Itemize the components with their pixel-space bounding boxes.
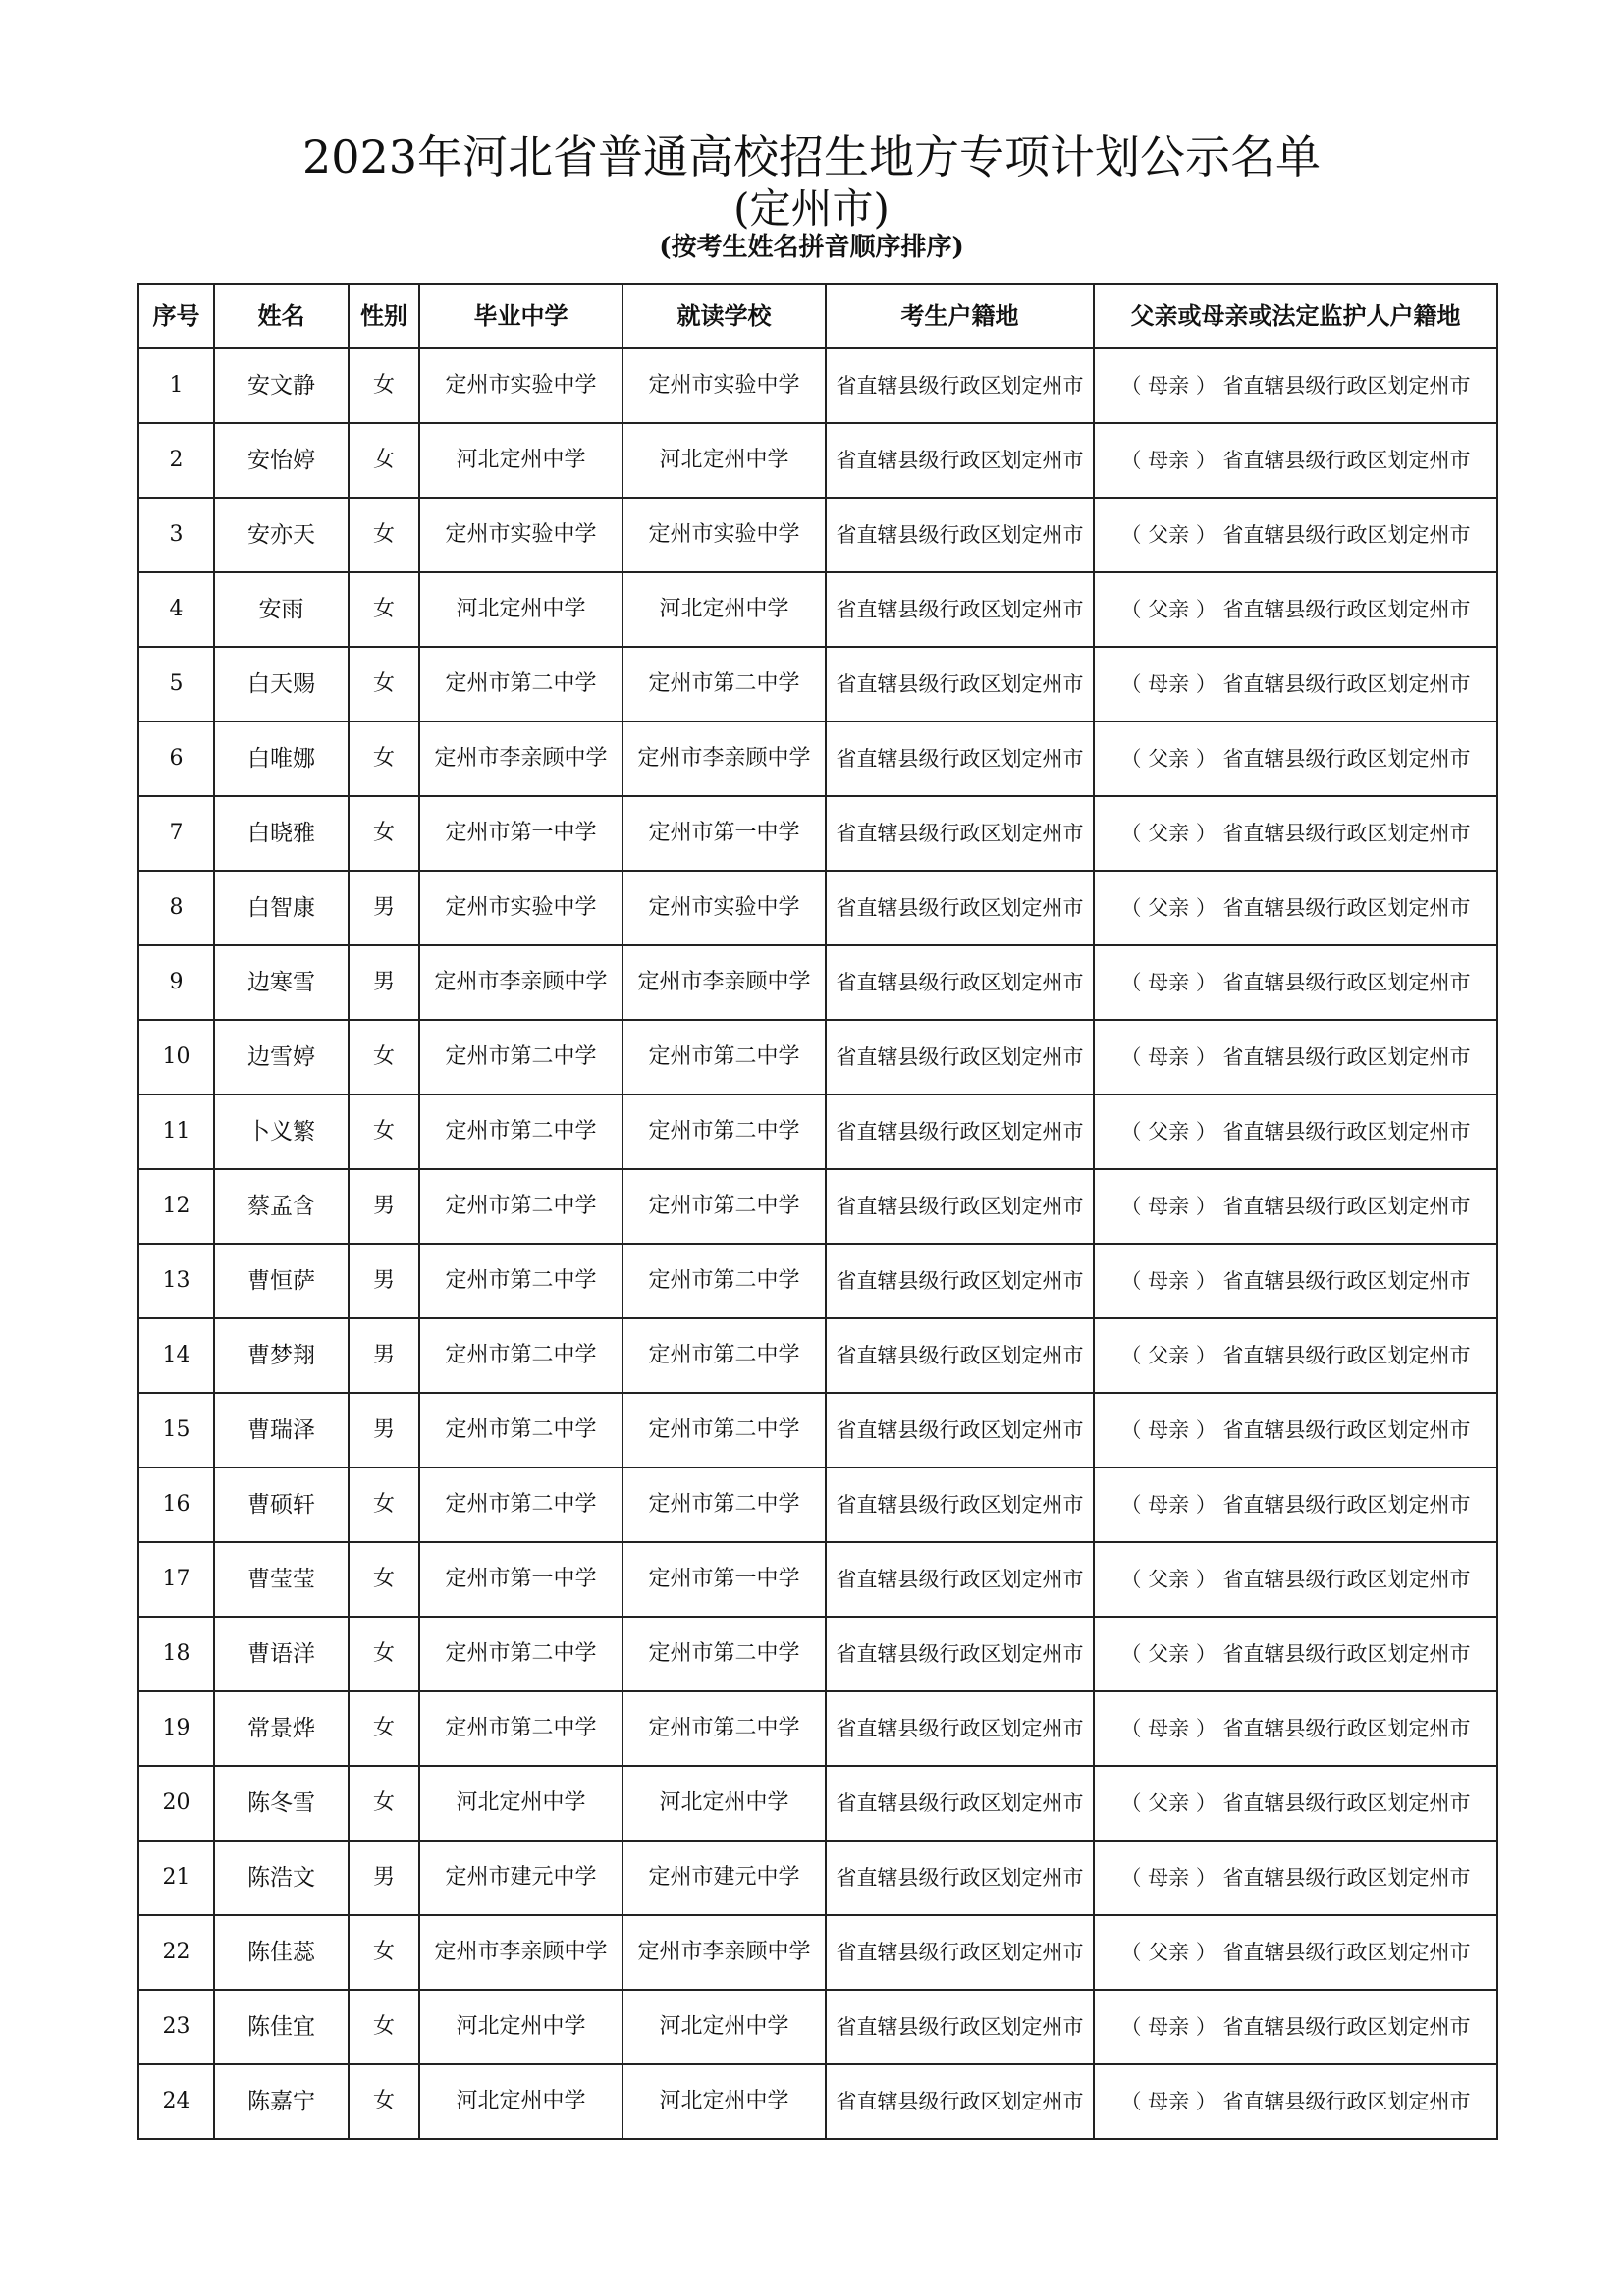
table-row bbox=[138, 1393, 1497, 1468]
name-cell: 白晓雅 bbox=[214, 796, 349, 871]
hukou-cell: 省直辖县级行政区划定州市 bbox=[826, 1691, 1094, 1766]
hukou-cell: 省直辖县级行政区划定州市 bbox=[826, 796, 1094, 871]
gender-cell: 男 bbox=[349, 1169, 419, 1244]
seq-cell: 20 bbox=[138, 1766, 214, 1841]
current-school-cell: 定州市第二中学 bbox=[622, 1318, 826, 1393]
grad-school-cell: 河北定州中学 bbox=[419, 1990, 622, 2064]
name-cell: 曹恒萨 bbox=[214, 1244, 349, 1318]
gender-cell: 男 bbox=[349, 871, 419, 945]
current-school-cell: 定州市建元中学 bbox=[622, 1841, 826, 1915]
current-school-cell: 定州市第二中学 bbox=[622, 1095, 826, 1169]
hukou-cell: 省直辖县级行政区划定州市 bbox=[826, 1020, 1094, 1095]
hukou-cell: 省直辖县级行政区划定州市 bbox=[826, 572, 1094, 647]
current-school-cell: 定州市实验中学 bbox=[622, 871, 826, 945]
seq-cell: 6 bbox=[138, 721, 214, 796]
hukou-cell: 省直辖县级行政区划定州市 bbox=[826, 423, 1094, 498]
parent-hukou-cell: （ 母亲 ） 省直辖县级行政区划定州市 bbox=[1094, 1393, 1497, 1468]
gender-cell: 男 bbox=[349, 1841, 419, 1915]
grad-school-cell: 定州市实验中学 bbox=[419, 871, 622, 945]
name-cell: 安雨 bbox=[214, 572, 349, 647]
grad-school-cell: 定州市第一中学 bbox=[419, 796, 622, 871]
hukou-cell: 省直辖县级行政区划定州市 bbox=[826, 1990, 1094, 2064]
gender-cell: 女 bbox=[349, 1617, 419, 1691]
current-school-cell: 河北定州中学 bbox=[622, 423, 826, 498]
column-header-hukou: 考生户籍地 bbox=[826, 284, 1094, 348]
name-cell: 陈浩文 bbox=[214, 1841, 349, 1915]
name-cell: 卜义繁 bbox=[214, 1095, 349, 1169]
seq-cell: 24 bbox=[138, 2064, 214, 2139]
table-row bbox=[138, 1169, 1497, 1244]
seq-cell: 4 bbox=[138, 572, 214, 647]
hukou-cell: 省直辖县级行政区划定州市 bbox=[826, 1169, 1094, 1244]
current-school-cell: 定州市第二中学 bbox=[622, 1020, 826, 1095]
grad-school-cell: 定州市李亲顾中学 bbox=[419, 721, 622, 796]
seq-cell: 5 bbox=[138, 647, 214, 721]
gender-cell: 女 bbox=[349, 1020, 419, 1095]
parent-hukou-cell: （ 母亲 ） 省直辖县级行政区划定州市 bbox=[1094, 1169, 1497, 1244]
table-row bbox=[138, 1244, 1497, 1318]
grad-school-cell: 定州市实验中学 bbox=[419, 348, 622, 423]
table-row bbox=[138, 1318, 1497, 1393]
table-row bbox=[138, 796, 1497, 871]
parent-hukou-cell: （ 母亲 ） 省直辖县级行政区划定州市 bbox=[1094, 1691, 1497, 1766]
grad-school-cell: 定州市第二中学 bbox=[419, 1095, 622, 1169]
parent-hukou-cell: （ 母亲 ） 省直辖县级行政区划定州市 bbox=[1094, 1468, 1497, 1542]
current-school-cell: 定州市第二中学 bbox=[622, 1691, 826, 1766]
name-cell: 白智康 bbox=[214, 871, 349, 945]
name-cell: 常景烨 bbox=[214, 1691, 349, 1766]
parent-hukou-cell: （ 父亲 ） 省直辖县级行政区划定州市 bbox=[1094, 1542, 1497, 1617]
grad-school-cell: 定州市第二中学 bbox=[419, 1020, 622, 1095]
seq-cell: 13 bbox=[138, 1244, 214, 1318]
seq-cell: 10 bbox=[138, 1020, 214, 1095]
table-row bbox=[138, 1990, 1497, 2064]
table-row bbox=[138, 647, 1497, 721]
seq-cell: 17 bbox=[138, 1542, 214, 1617]
parent-hukou-cell: （ 母亲 ） 省直辖县级行政区划定州市 bbox=[1094, 423, 1497, 498]
hukou-cell: 省直辖县级行政区划定州市 bbox=[826, 647, 1094, 721]
seq-cell: 2 bbox=[138, 423, 214, 498]
gender-cell: 女 bbox=[349, 423, 419, 498]
name-cell: 安亦天 bbox=[214, 498, 349, 572]
parent-hukou-cell: （ 父亲 ） 省直辖县级行政区划定州市 bbox=[1094, 721, 1497, 796]
current-school-cell: 定州市第二中学 bbox=[622, 647, 826, 721]
current-school-cell: 定州市第二中学 bbox=[622, 1244, 826, 1318]
table-row bbox=[138, 1468, 1497, 1542]
grad-school-cell: 定州市李亲顾中学 bbox=[419, 945, 622, 1020]
column-header-name: 姓名 bbox=[214, 284, 349, 348]
gender-cell: 男 bbox=[349, 945, 419, 1020]
current-school-cell: 河北定州中学 bbox=[622, 1990, 826, 2064]
current-school-cell: 河北定州中学 bbox=[622, 2064, 826, 2139]
current-school-cell: 定州市第二中学 bbox=[622, 1169, 826, 1244]
hukou-cell: 省直辖县级行政区划定州市 bbox=[826, 721, 1094, 796]
name-cell: 陈冬雪 bbox=[214, 1766, 349, 1841]
name-cell: 安文静 bbox=[214, 348, 349, 423]
table-row bbox=[138, 721, 1497, 796]
grad-school-cell: 定州市实验中学 bbox=[419, 498, 622, 572]
table-row bbox=[138, 1766, 1497, 1841]
table-row bbox=[138, 1841, 1497, 1915]
table-row bbox=[138, 2064, 1497, 2139]
hukou-cell: 省直辖县级行政区划定州市 bbox=[826, 1841, 1094, 1915]
name-cell: 边雪婷 bbox=[214, 1020, 349, 1095]
seq-cell: 12 bbox=[138, 1169, 214, 1244]
current-school-cell: 河北定州中学 bbox=[622, 572, 826, 647]
name-cell: 陈佳蕊 bbox=[214, 1915, 349, 1990]
current-school-cell: 定州市第二中学 bbox=[622, 1617, 826, 1691]
gender-cell: 女 bbox=[349, 796, 419, 871]
grad-school-cell: 定州市第二中学 bbox=[419, 1244, 622, 1318]
column-header-seq: 序号 bbox=[138, 284, 214, 348]
grad-school-cell: 定州市第二中学 bbox=[419, 647, 622, 721]
grad-school-cell: 定州市第二中学 bbox=[419, 1617, 622, 1691]
seq-cell: 19 bbox=[138, 1691, 214, 1766]
hukou-cell: 省直辖县级行政区划定州市 bbox=[826, 1468, 1094, 1542]
gender-cell: 男 bbox=[349, 1393, 419, 1468]
parent-hukou-cell: （ 父亲 ） 省直辖县级行政区划定州市 bbox=[1094, 871, 1497, 945]
current-school-cell: 定州市第一中学 bbox=[622, 1542, 826, 1617]
name-cell: 安怡婷 bbox=[214, 423, 349, 498]
table-row bbox=[138, 1020, 1497, 1095]
name-cell: 曹瑞泽 bbox=[214, 1393, 349, 1468]
gender-cell: 女 bbox=[349, 1691, 419, 1766]
gender-cell: 女 bbox=[349, 2064, 419, 2139]
name-cell: 白天赐 bbox=[214, 647, 349, 721]
hukou-cell: 省直辖县级行政区划定州市 bbox=[826, 348, 1094, 423]
grad-school-cell: 定州市第二中学 bbox=[419, 1393, 622, 1468]
seq-cell: 22 bbox=[138, 1915, 214, 1990]
parent-hukou-cell: （ 母亲 ） 省直辖县级行政区划定州市 bbox=[1094, 945, 1497, 1020]
gender-cell: 女 bbox=[349, 721, 419, 796]
column-header-gender: 性别 bbox=[349, 284, 419, 348]
hukou-cell: 省直辖县级行政区划定州市 bbox=[826, 1244, 1094, 1318]
parent-hukou-cell: （ 父亲 ） 省直辖县级行政区划定州市 bbox=[1094, 1915, 1497, 1990]
table-row bbox=[138, 348, 1497, 423]
seq-cell: 8 bbox=[138, 871, 214, 945]
table-row bbox=[138, 945, 1497, 1020]
gender-cell: 女 bbox=[349, 498, 419, 572]
table-row bbox=[138, 572, 1497, 647]
parent-hukou-cell: （ 父亲 ） 省直辖县级行政区划定州市 bbox=[1094, 1318, 1497, 1393]
grad-school-cell: 河北定州中学 bbox=[419, 1766, 622, 1841]
seq-cell: 14 bbox=[138, 1318, 214, 1393]
name-cell: 白唯娜 bbox=[214, 721, 349, 796]
name-cell: 陈佳宜 bbox=[214, 1990, 349, 2064]
grad-school-cell: 定州市第一中学 bbox=[419, 1542, 622, 1617]
parent-hukou-cell: （ 父亲 ） 省直辖县级行政区划定州市 bbox=[1094, 1095, 1497, 1169]
column-header-current-school: 就读学校 bbox=[622, 284, 826, 348]
table-header-row bbox=[138, 284, 1497, 348]
seq-cell: 11 bbox=[138, 1095, 214, 1169]
gender-cell: 女 bbox=[349, 572, 419, 647]
seq-cell: 16 bbox=[138, 1468, 214, 1542]
hukou-cell: 省直辖县级行政区划定州市 bbox=[826, 1393, 1094, 1468]
gender-cell: 女 bbox=[349, 1542, 419, 1617]
hukou-cell: 省直辖县级行政区划定州市 bbox=[826, 1318, 1094, 1393]
grad-school-cell: 定州市第二中学 bbox=[419, 1468, 622, 1542]
gender-cell: 女 bbox=[349, 1915, 419, 1990]
parent-hukou-cell: （ 父亲 ） 省直辖县级行政区划定州市 bbox=[1094, 1617, 1497, 1691]
name-cell: 曹莹莹 bbox=[214, 1542, 349, 1617]
gender-cell: 女 bbox=[349, 1095, 419, 1169]
gender-cell: 男 bbox=[349, 1244, 419, 1318]
grad-school-cell: 河北定州中学 bbox=[419, 572, 622, 647]
hukou-cell: 省直辖县级行政区划定州市 bbox=[826, 1542, 1094, 1617]
hukou-cell: 省直辖县级行政区划定州市 bbox=[826, 1766, 1094, 1841]
table-row bbox=[138, 871, 1497, 945]
seq-cell: 3 bbox=[138, 498, 214, 572]
parent-hukou-cell: （ 母亲 ） 省直辖县级行政区划定州市 bbox=[1094, 348, 1497, 423]
current-school-cell: 定州市第二中学 bbox=[622, 1468, 826, 1542]
seq-cell: 18 bbox=[138, 1617, 214, 1691]
parent-hukou-cell: （ 父亲 ） 省直辖县级行政区划定州市 bbox=[1094, 572, 1497, 647]
grad-school-cell: 定州市建元中学 bbox=[419, 1841, 622, 1915]
grad-school-cell: 定州市第二中学 bbox=[419, 1169, 622, 1244]
hukou-cell: 省直辖县级行政区划定州市 bbox=[826, 945, 1094, 1020]
name-cell: 边寒雪 bbox=[214, 945, 349, 1020]
hukou-cell: 省直辖县级行政区划定州市 bbox=[826, 1617, 1094, 1691]
gender-cell: 女 bbox=[349, 647, 419, 721]
parent-hukou-cell: （ 父亲 ） 省直辖县级行政区划定州市 bbox=[1094, 498, 1497, 572]
table-row bbox=[138, 1542, 1497, 1617]
current-school-cell: 河北定州中学 bbox=[622, 1766, 826, 1841]
sort-note: (按考生姓名拼音顺序排序) bbox=[659, 233, 964, 262]
current-school-cell: 定州市李亲顾中学 bbox=[622, 1915, 826, 1990]
seq-cell: 15 bbox=[138, 1393, 214, 1468]
document-title: 2023年河北省普通高校招生地方专项计划公示名单 bbox=[301, 131, 1322, 184]
document-subtitle: (定州市) bbox=[733, 185, 890, 233]
current-school-cell: 定州市第一中学 bbox=[622, 796, 826, 871]
grad-school-cell: 定州市李亲顾中学 bbox=[419, 1915, 622, 1990]
name-cell: 陈嘉宁 bbox=[214, 2064, 349, 2139]
table-row bbox=[138, 1095, 1497, 1169]
parent-hukou-cell: （ 母亲 ） 省直辖县级行政区划定州市 bbox=[1094, 2064, 1497, 2139]
parent-hukou-cell: （ 母亲 ） 省直辖县级行政区划定州市 bbox=[1094, 1841, 1497, 1915]
gender-cell: 女 bbox=[349, 348, 419, 423]
table-row bbox=[138, 498, 1497, 572]
table-row bbox=[138, 1617, 1497, 1691]
grad-school-cell: 河北定州中学 bbox=[419, 423, 622, 498]
seq-cell: 9 bbox=[138, 945, 214, 1020]
column-header-parent-hukou: 父亲或母亲或法定监护人户籍地 bbox=[1094, 284, 1497, 348]
hukou-cell: 省直辖县级行政区划定州市 bbox=[826, 2064, 1094, 2139]
name-cell: 蔡孟含 bbox=[214, 1169, 349, 1244]
current-school-cell: 定州市李亲顾中学 bbox=[622, 721, 826, 796]
gender-cell: 女 bbox=[349, 1766, 419, 1841]
current-school-cell: 定州市实验中学 bbox=[622, 498, 826, 572]
hukou-cell: 省直辖县级行政区划定州市 bbox=[826, 1915, 1094, 1990]
gender-cell: 女 bbox=[349, 1990, 419, 2064]
table-row bbox=[138, 1691, 1497, 1766]
column-header-grad-school: 毕业中学 bbox=[419, 284, 622, 348]
parent-hukou-cell: （ 母亲 ） 省直辖县级行政区划定州市 bbox=[1094, 647, 1497, 721]
seq-cell: 21 bbox=[138, 1841, 214, 1915]
name-cell: 曹语洋 bbox=[214, 1617, 349, 1691]
current-school-cell: 定州市李亲顾中学 bbox=[622, 945, 826, 1020]
seq-cell: 23 bbox=[138, 1990, 214, 2064]
name-cell: 曹硕轩 bbox=[214, 1468, 349, 1542]
current-school-cell: 定州市第二中学 bbox=[622, 1393, 826, 1468]
grad-school-cell: 河北定州中学 bbox=[419, 2064, 622, 2139]
hukou-cell: 省直辖县级行政区划定州市 bbox=[826, 1095, 1094, 1169]
grad-school-cell: 定州市第二中学 bbox=[419, 1691, 622, 1766]
seq-cell: 7 bbox=[138, 796, 214, 871]
hukou-cell: 省直辖县级行政区划定州市 bbox=[826, 498, 1094, 572]
grad-school-cell: 定州市第二中学 bbox=[419, 1318, 622, 1393]
parent-hukou-cell: （ 母亲 ） 省直辖县级行政区划定州市 bbox=[1094, 1990, 1497, 2064]
hukou-cell: 省直辖县级行政区划定州市 bbox=[826, 871, 1094, 945]
table-row bbox=[138, 423, 1497, 498]
parent-hukou-cell: （ 父亲 ） 省直辖县级行政区划定州市 bbox=[1094, 1766, 1497, 1841]
current-school-cell: 定州市实验中学 bbox=[622, 348, 826, 423]
gender-cell: 女 bbox=[349, 1468, 419, 1542]
parent-hukou-cell: （ 母亲 ） 省直辖县级行政区划定州市 bbox=[1094, 1020, 1497, 1095]
table-row bbox=[138, 1915, 1497, 1990]
name-cell: 曹梦翔 bbox=[214, 1318, 349, 1393]
seq-cell: 1 bbox=[138, 348, 214, 423]
parent-hukou-cell: （ 父亲 ） 省直辖县级行政区划定州市 bbox=[1094, 796, 1497, 871]
parent-hukou-cell: （ 母亲 ） 省直辖县级行政区划定州市 bbox=[1094, 1244, 1497, 1318]
gender-cell: 男 bbox=[349, 1318, 419, 1393]
roster-table bbox=[137, 283, 1498, 2140]
